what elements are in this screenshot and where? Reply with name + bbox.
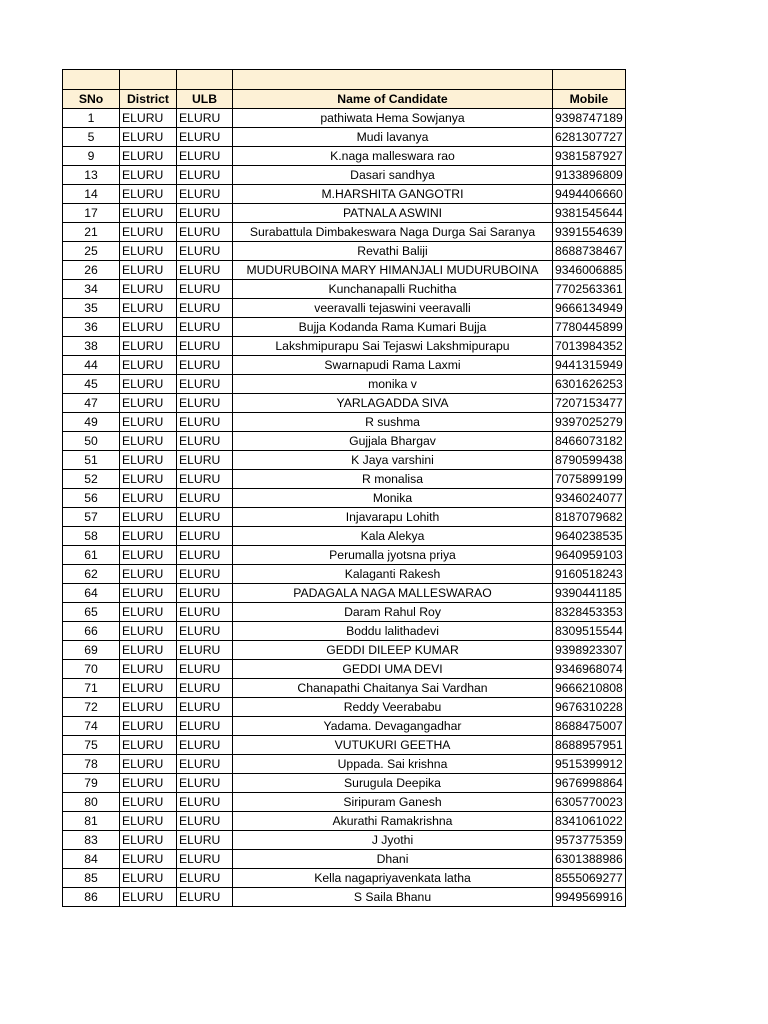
cell-district: ELURU	[120, 508, 177, 527]
table-row	[63, 755, 626, 774]
cell-mobile: 6305770023	[553, 793, 626, 812]
cell-district: ELURU	[120, 565, 177, 584]
cell-mobile: 9573775359	[553, 831, 626, 850]
cell-district: ELURU	[120, 622, 177, 641]
cell-sno: 79	[63, 774, 120, 793]
table-row	[63, 774, 626, 793]
cell-district: ELURU	[120, 527, 177, 546]
table-row	[63, 717, 626, 736]
cell-mobile: 8341061022	[553, 812, 626, 831]
cell-sno: 75	[63, 736, 120, 755]
header-ulb: ULB	[177, 90, 233, 109]
cell-district: ELURU	[120, 679, 177, 698]
table-row	[63, 888, 626, 907]
cell-ulb: ELURU	[177, 185, 233, 204]
cell-name: Revathi Baliji	[233, 242, 553, 261]
cell-name: Injavarapu Lohith	[233, 508, 553, 527]
cell-ulb: ELURU	[177, 261, 233, 280]
cell-ulb: ELURU	[177, 337, 233, 356]
cell-district: ELURU	[120, 793, 177, 812]
cell-name: Lakshmipurapu Sai Tejaswi Lakshmipurapu	[233, 337, 553, 356]
cell-district: ELURU	[120, 698, 177, 717]
table-row	[63, 299, 626, 318]
cell-ulb: ELURU	[177, 280, 233, 299]
header-mobile: Mobile	[553, 90, 626, 109]
cell-mobile: 9515399912	[553, 755, 626, 774]
table-row	[63, 204, 626, 223]
cell-mobile: 9133896809	[553, 166, 626, 185]
cell-sno: 69	[63, 641, 120, 660]
cell-sno: 47	[63, 394, 120, 413]
cell-ulb: ELURU	[177, 755, 233, 774]
cell-mobile: 7075899199	[553, 470, 626, 489]
blank-cell	[120, 70, 177, 90]
cell-name: GEDDI UMA DEVI	[233, 660, 553, 679]
blank-cell	[233, 70, 553, 90]
cell-sno: 61	[63, 546, 120, 565]
cell-district: ELURU	[120, 869, 177, 888]
cell-mobile: 9949569916	[553, 888, 626, 907]
cell-mobile: 8187079682	[553, 508, 626, 527]
cell-sno: 21	[63, 223, 120, 242]
cell-mobile: 9381545644	[553, 204, 626, 223]
table-row	[63, 679, 626, 698]
cell-ulb: ELURU	[177, 356, 233, 375]
table-row	[63, 432, 626, 451]
cell-name: Chanapathi Chaitanya Sai Vardhan	[233, 679, 553, 698]
cell-name: PADAGALA NAGA MALLESWARAO	[233, 584, 553, 603]
cell-sno: 83	[63, 831, 120, 850]
cell-ulb: ELURU	[177, 242, 233, 261]
table-row	[63, 451, 626, 470]
table-row	[63, 375, 626, 394]
cell-mobile: 7207153477	[553, 394, 626, 413]
cell-sno: 84	[63, 850, 120, 869]
cell-district: ELURU	[120, 261, 177, 280]
cell-district: ELURU	[120, 812, 177, 831]
table-row	[63, 812, 626, 831]
cell-mobile: 8790599438	[553, 451, 626, 470]
cell-district: ELURU	[120, 831, 177, 850]
cell-ulb: ELURU	[177, 603, 233, 622]
cell-name: Yadama. Devagangadhar	[233, 717, 553, 736]
cell-name: veeravalli tejaswini veeravalli	[233, 299, 553, 318]
cell-sno: 5	[63, 128, 120, 147]
cell-district: ELURU	[120, 850, 177, 869]
cell-name: R sushma	[233, 413, 553, 432]
cell-name: YARLAGADDA SIVA	[233, 394, 553, 413]
table-row	[63, 489, 626, 508]
cell-sno: 1	[63, 109, 120, 128]
cell-name: J Jyothi	[233, 831, 553, 850]
cell-name: S Saila Bhanu	[233, 888, 553, 907]
cell-ulb: ELURU	[177, 109, 233, 128]
cell-mobile: 8688738467	[553, 242, 626, 261]
cell-mobile: 9676998864	[553, 774, 626, 793]
cell-name: M.HARSHITA GANGOTRI	[233, 185, 553, 204]
cell-mobile: 9398747189	[553, 109, 626, 128]
cell-name: GEDDI DILEEP KUMAR	[233, 641, 553, 660]
cell-mobile: 9346024077	[553, 489, 626, 508]
cell-mobile: 9640959103	[553, 546, 626, 565]
cell-sno: 71	[63, 679, 120, 698]
cell-name: Daram Rahul Roy	[233, 603, 553, 622]
cell-district: ELURU	[120, 337, 177, 356]
cell-mobile: 9666210808	[553, 679, 626, 698]
cell-sno: 34	[63, 280, 120, 299]
cell-ulb: ELURU	[177, 375, 233, 394]
cell-name: Kala Alekya	[233, 527, 553, 546]
cell-sno: 51	[63, 451, 120, 470]
cell-sno: 72	[63, 698, 120, 717]
blank-cell	[63, 70, 120, 90]
table-row	[63, 413, 626, 432]
cell-ulb: ELURU	[177, 793, 233, 812]
cell-mobile: 9494406660	[553, 185, 626, 204]
table-row	[63, 698, 626, 717]
cell-district: ELURU	[120, 147, 177, 166]
cell-mobile: 8555069277	[553, 869, 626, 888]
cell-name: Bujja Kodanda Rama Kumari Bujja	[233, 318, 553, 337]
cell-district: ELURU	[120, 185, 177, 204]
cell-name: Dhani	[233, 850, 553, 869]
cell-ulb: ELURU	[177, 508, 233, 527]
table-row	[63, 337, 626, 356]
cell-mobile: 8688475007	[553, 717, 626, 736]
cell-district: ELURU	[120, 660, 177, 679]
cell-name: Gujjala Bhargav	[233, 432, 553, 451]
cell-mobile: 9391554639	[553, 223, 626, 242]
cell-name: Surugula Deepika	[233, 774, 553, 793]
cell-sno: 50	[63, 432, 120, 451]
cell-mobile: 9398923307	[553, 641, 626, 660]
cell-name: VUTUKURI GEETHA	[233, 736, 553, 755]
cell-mobile: 6301388986	[553, 850, 626, 869]
cell-district: ELURU	[120, 451, 177, 470]
cell-sno: 9	[63, 147, 120, 166]
cell-name: R monalisa	[233, 470, 553, 489]
cell-district: ELURU	[120, 546, 177, 565]
cell-mobile: 8688957951	[553, 736, 626, 755]
cell-sno: 14	[63, 185, 120, 204]
cell-ulb: ELURU	[177, 660, 233, 679]
cell-name: Surabattula Dimbakeswara Naga Durga Sai Saranya	[233, 223, 553, 242]
cell-name: Monika	[233, 489, 553, 508]
cell-name: Mudi lavanya	[233, 128, 553, 147]
cell-mobile: 9346968074	[553, 660, 626, 679]
blank-header-row	[63, 70, 626, 90]
cell-ulb: ELURU	[177, 584, 233, 603]
cell-ulb: ELURU	[177, 717, 233, 736]
cell-name: Uppada. Sai krishna	[233, 755, 553, 774]
cell-ulb: ELURU	[177, 394, 233, 413]
cell-ulb: ELURU	[177, 204, 233, 223]
cell-name: Reddy Veerababu	[233, 698, 553, 717]
cell-district: ELURU	[120, 356, 177, 375]
table-row	[63, 128, 626, 147]
cell-mobile: 6281307727	[553, 128, 626, 147]
cell-mobile: 9160518243	[553, 565, 626, 584]
cell-ulb: ELURU	[177, 128, 233, 147]
table-row	[63, 147, 626, 166]
cell-ulb: ELURU	[177, 318, 233, 337]
cell-mobile: 8466073182	[553, 432, 626, 451]
cell-name: MUDURUBOINA MARY HIMANJALI MUDURUBOINA	[233, 261, 553, 280]
cell-district: ELURU	[120, 280, 177, 299]
cell-sno: 78	[63, 755, 120, 774]
cell-sno: 86	[63, 888, 120, 907]
cell-district: ELURU	[120, 584, 177, 603]
cell-ulb: ELURU	[177, 698, 233, 717]
cell-name: PATNALA ASWINI	[233, 204, 553, 223]
table-row	[63, 622, 626, 641]
cell-mobile: 7013984352	[553, 337, 626, 356]
cell-sno: 35	[63, 299, 120, 318]
cell-sno: 64	[63, 584, 120, 603]
table-row	[63, 242, 626, 261]
header-name: Name of Candidate	[233, 90, 553, 109]
cell-sno: 56	[63, 489, 120, 508]
cell-ulb: ELURU	[177, 299, 233, 318]
cell-mobile: 9676310228	[553, 698, 626, 717]
cell-district: ELURU	[120, 717, 177, 736]
table-row	[63, 565, 626, 584]
cell-sno: 13	[63, 166, 120, 185]
cell-name: Dasari sandhya	[233, 166, 553, 185]
table-row	[63, 584, 626, 603]
cell-district: ELURU	[120, 242, 177, 261]
table-row	[63, 869, 626, 888]
table-row	[63, 185, 626, 204]
cell-ulb: ELURU	[177, 432, 233, 451]
cell-mobile: 9381587927	[553, 147, 626, 166]
cell-ulb: ELURU	[177, 736, 233, 755]
table-row	[63, 318, 626, 337]
cell-name: monika v	[233, 375, 553, 394]
cell-ulb: ELURU	[177, 147, 233, 166]
cell-mobile: 9441315949	[553, 356, 626, 375]
cell-district: ELURU	[120, 299, 177, 318]
cell-district: ELURU	[120, 223, 177, 242]
cell-ulb: ELURU	[177, 413, 233, 432]
cell-ulb: ELURU	[177, 679, 233, 698]
cell-name: Siripuram Ganesh	[233, 793, 553, 812]
blank-cell	[177, 70, 233, 90]
cell-district: ELURU	[120, 603, 177, 622]
cell-sno: 62	[63, 565, 120, 584]
table-row	[63, 736, 626, 755]
cell-name: Swarnapudi Rama Laxmi	[233, 356, 553, 375]
cell-name: Boddu lalithadevi	[233, 622, 553, 641]
cell-name: Kalaganti Rakesh	[233, 565, 553, 584]
header-district: District	[120, 90, 177, 109]
cell-name: K Jaya varshini	[233, 451, 553, 470]
cell-district: ELURU	[120, 774, 177, 793]
cell-ulb: ELURU	[177, 812, 233, 831]
table-body	[63, 109, 626, 907]
cell-mobile: 7780445899	[553, 318, 626, 337]
cell-mobile: 6301626253	[553, 375, 626, 394]
cell-sno: 81	[63, 812, 120, 831]
header-sno: SNo	[63, 90, 120, 109]
cell-ulb: ELURU	[177, 850, 233, 869]
table-row	[63, 527, 626, 546]
table-row	[63, 356, 626, 375]
cell-name: Kella nagapriyavenkata latha	[233, 869, 553, 888]
cell-district: ELURU	[120, 736, 177, 755]
cell-mobile: 9397025279	[553, 413, 626, 432]
cell-district: ELURU	[120, 489, 177, 508]
cell-sno: 45	[63, 375, 120, 394]
table-row	[63, 109, 626, 128]
cell-ulb: ELURU	[177, 774, 233, 793]
cell-ulb: ELURU	[177, 565, 233, 584]
cell-ulb: ELURU	[177, 869, 233, 888]
cell-mobile: 8309515544	[553, 622, 626, 641]
cell-district: ELURU	[120, 641, 177, 660]
cell-sno: 80	[63, 793, 120, 812]
cell-name: Kunchanapalli Ruchitha	[233, 280, 553, 299]
table-row	[63, 280, 626, 299]
cell-mobile: 9666134949	[553, 299, 626, 318]
table-row	[63, 641, 626, 660]
cell-ulb: ELURU	[177, 470, 233, 489]
table-row	[63, 508, 626, 527]
cell-mobile: 9640238535	[553, 527, 626, 546]
cell-district: ELURU	[120, 755, 177, 774]
cell-name: K.naga malleswara rao	[233, 147, 553, 166]
cell-district: ELURU	[120, 413, 177, 432]
cell-sno: 65	[63, 603, 120, 622]
cell-sno: 26	[63, 261, 120, 280]
table-row	[63, 261, 626, 280]
candidate-table	[62, 69, 626, 907]
table-row	[63, 394, 626, 413]
cell-sno: 66	[63, 622, 120, 641]
cell-district: ELURU	[120, 888, 177, 907]
header-row	[63, 90, 626, 109]
cell-sno: 49	[63, 413, 120, 432]
cell-ulb: ELURU	[177, 546, 233, 565]
cell-ulb: ELURU	[177, 831, 233, 850]
cell-ulb: ELURU	[177, 641, 233, 660]
cell-sno: 58	[63, 527, 120, 546]
table-row	[63, 470, 626, 489]
table-row	[63, 660, 626, 679]
cell-district: ELURU	[120, 318, 177, 337]
cell-ulb: ELURU	[177, 451, 233, 470]
blank-cell	[553, 70, 626, 90]
cell-ulb: ELURU	[177, 489, 233, 508]
cell-sno: 52	[63, 470, 120, 489]
cell-district: ELURU	[120, 204, 177, 223]
table-row	[63, 603, 626, 622]
table-row	[63, 793, 626, 812]
cell-name: Akurathi Ramakrishna	[233, 812, 553, 831]
cell-district: ELURU	[120, 109, 177, 128]
table-row	[63, 223, 626, 242]
cell-district: ELURU	[120, 128, 177, 147]
table-row	[63, 850, 626, 869]
cell-sno: 17	[63, 204, 120, 223]
cell-ulb: ELURU	[177, 888, 233, 907]
table-row	[63, 166, 626, 185]
cell-district: ELURU	[120, 375, 177, 394]
cell-ulb: ELURU	[177, 223, 233, 242]
cell-sno: 44	[63, 356, 120, 375]
cell-sno: 36	[63, 318, 120, 337]
cell-district: ELURU	[120, 470, 177, 489]
table-row	[63, 546, 626, 565]
cell-name: Perumalla jyotsna priya	[233, 546, 553, 565]
cell-mobile: 9390441185	[553, 584, 626, 603]
cell-name: pathiwata Hema Sowjanya	[233, 109, 553, 128]
cell-mobile: 8328453353	[553, 603, 626, 622]
cell-sno: 85	[63, 869, 120, 888]
cell-district: ELURU	[120, 432, 177, 451]
cell-sno: 25	[63, 242, 120, 261]
cell-district: ELURU	[120, 394, 177, 413]
cell-mobile: 9346006885	[553, 261, 626, 280]
cell-ulb: ELURU	[177, 622, 233, 641]
cell-ulb: ELURU	[177, 166, 233, 185]
cell-mobile: 7702563361	[553, 280, 626, 299]
cell-ulb: ELURU	[177, 527, 233, 546]
cell-district: ELURU	[120, 166, 177, 185]
cell-sno: 74	[63, 717, 120, 736]
cell-sno: 70	[63, 660, 120, 679]
table-row	[63, 831, 626, 850]
cell-sno: 38	[63, 337, 120, 356]
cell-sno: 57	[63, 508, 120, 527]
